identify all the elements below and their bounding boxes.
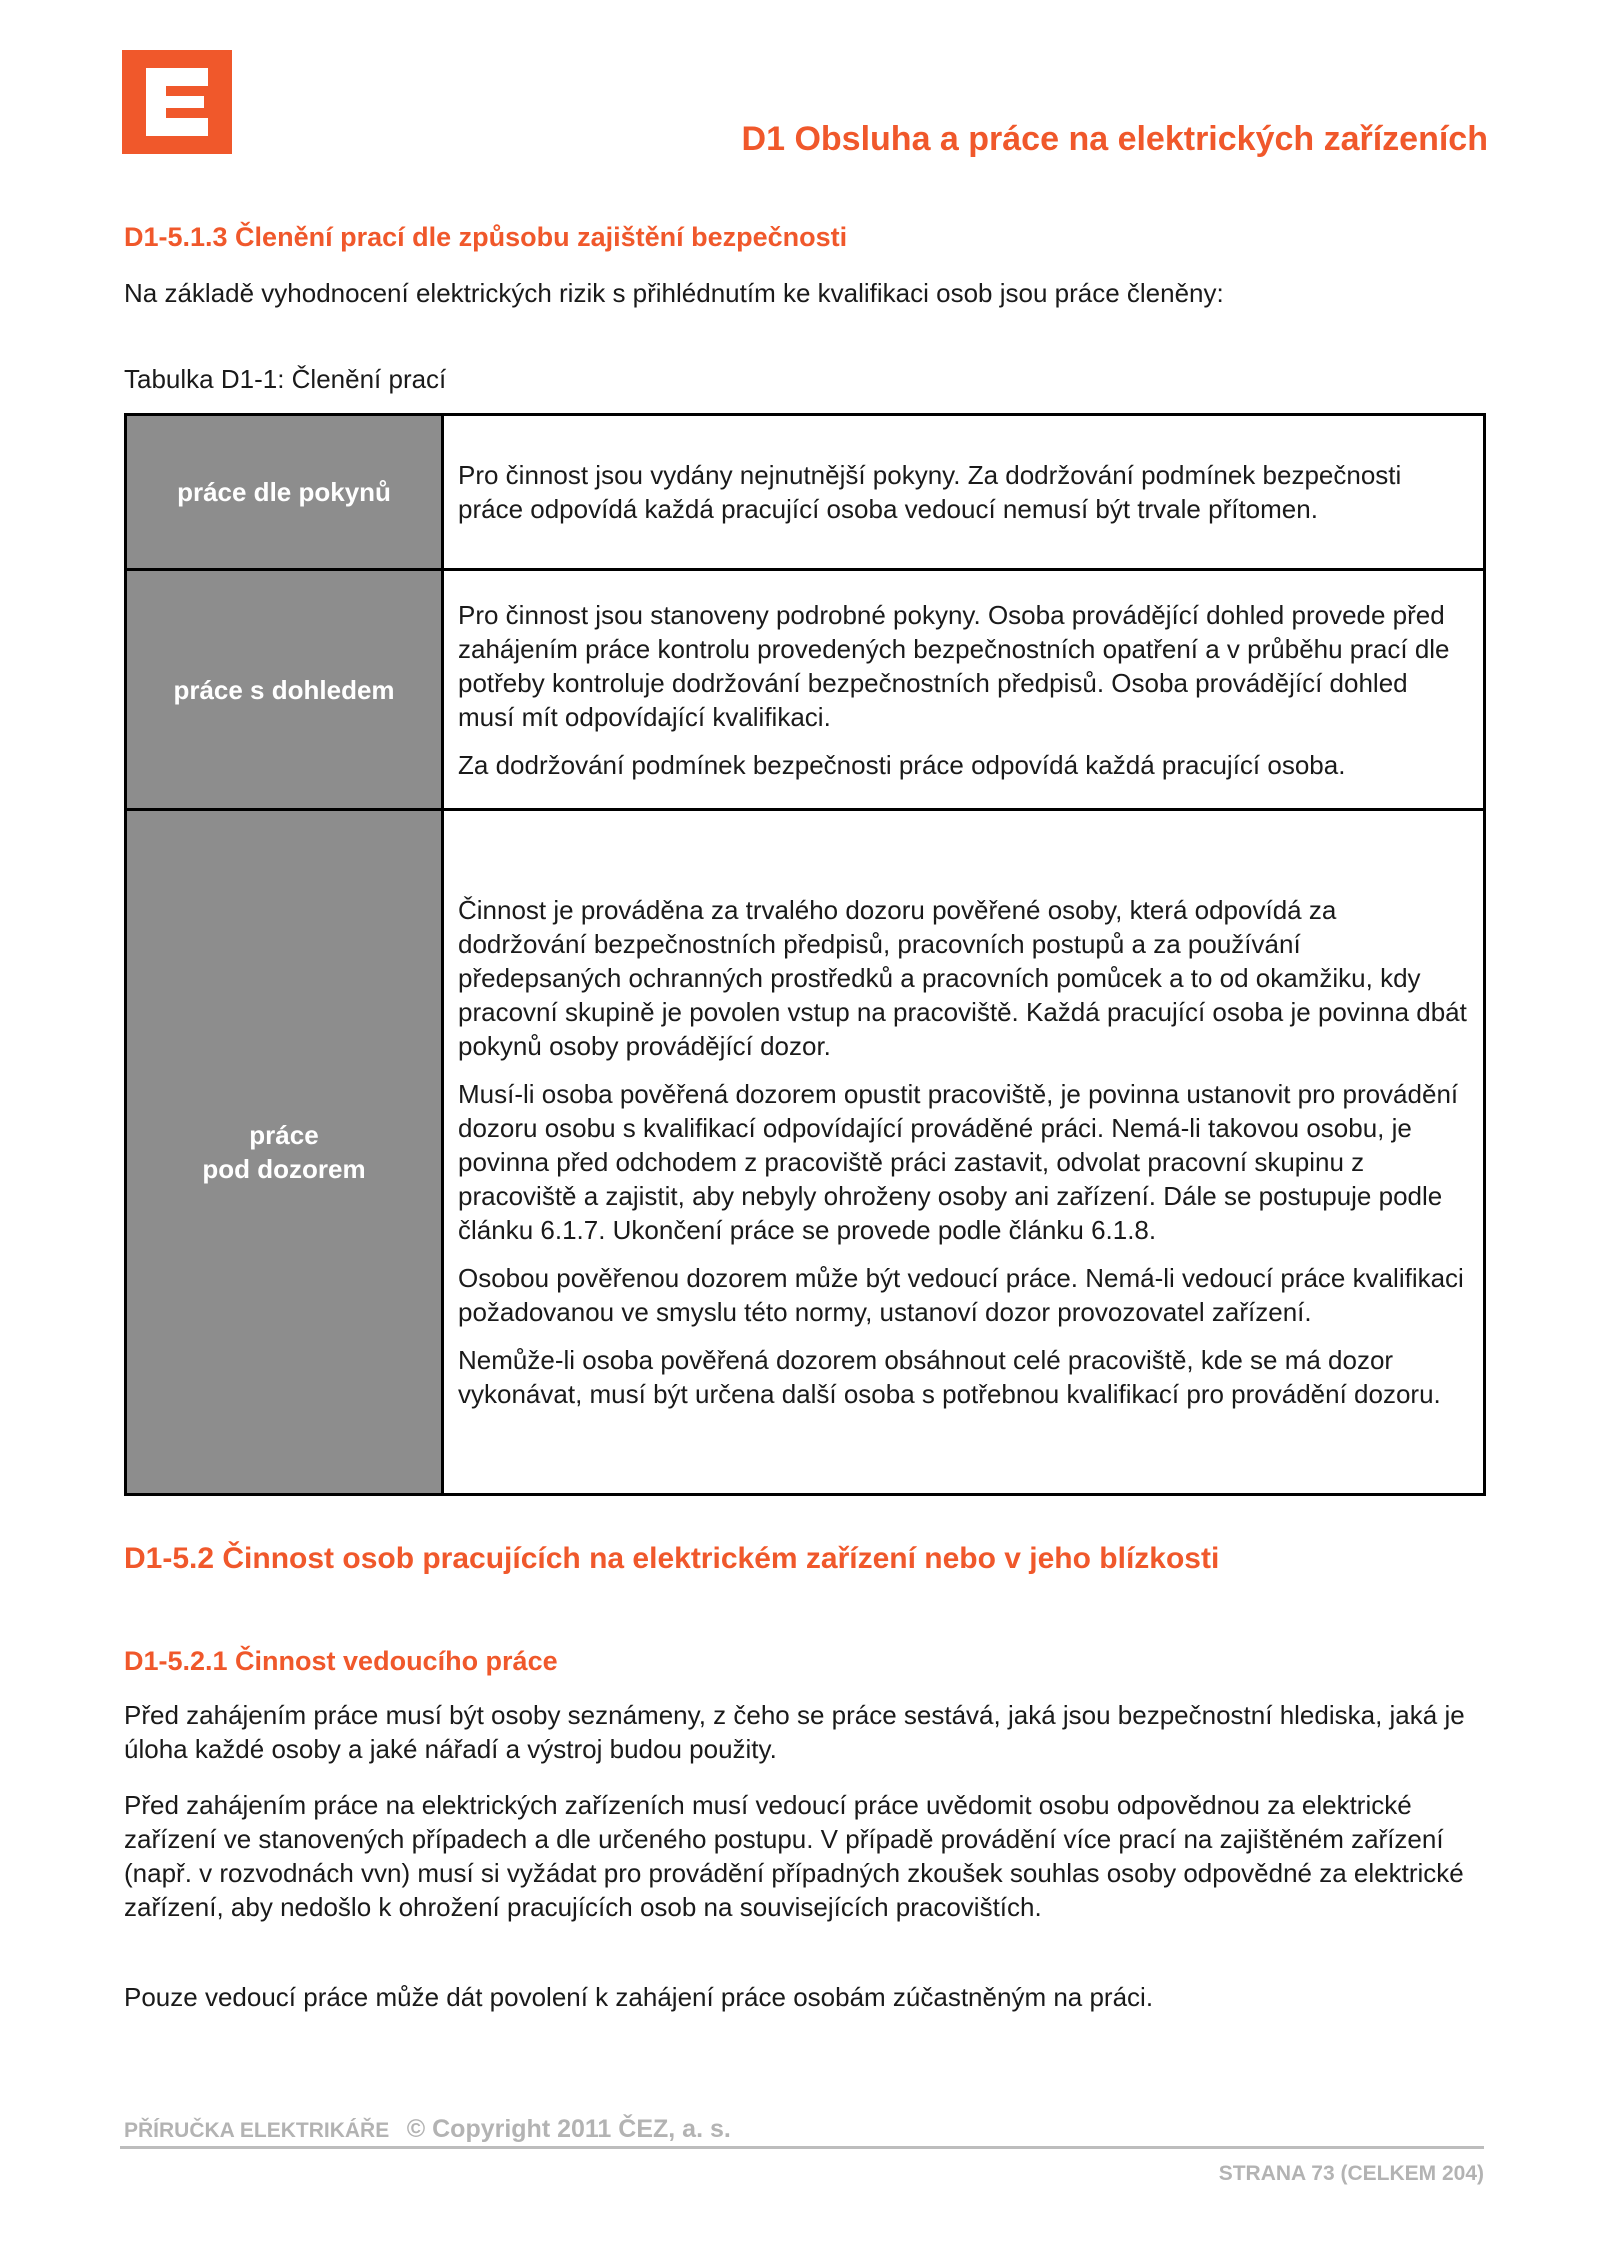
row-paragraph: Pro činnost jsou stanoveny podrobné pokyny. Osoba provádějící dohled provede před zahájením práce kontrolu provedených bezpečnostních opatření a v průběhu prací dle potřeby kontroluje dodržování bezpečnostních předpisů. Osoba provádějící dohled musí mít odpovídající kvalifikaci. — [458, 599, 1450, 732]
row-paragraph: Činnost je prováděna za trvalého dozoru pověřené osoby, která odpovídá za dodržování bezpečnostních předpisů, pracovních postupů a za používání předepsaných ochranných prostředků a pracovních pomůcek a to od okamžiku, kdy pracovní skupině je povolen vstup na pracoviště. Každá pracující osoba je povinna dbát pokynů osoby provádějící dozor. — [458, 895, 1467, 1061]
body-paragraph: Před zahájením práce musí být osoby seznámeny, z čeho se práce sestává, jaká jsou bezpečnostní hlediska, jaká je úloha každé osoby a jaké nářadí a výstroj budou použity. — [124, 1700, 1465, 1764]
page-header-title: D1 Obsluha a práce na elektrických zařízeních — [741, 120, 1488, 158]
row-label-cell — [126, 570, 443, 810]
row-label-cell — [126, 810, 443, 1495]
row-label: práce s dohledem — [173, 674, 395, 705]
table-row — [126, 810, 1485, 1495]
table-caption: Tabulka D1-1: Členění prací — [124, 364, 447, 394]
row-label: práce dle pokynů — [177, 477, 391, 507]
row-paragraph: Pro činnost jsou vydány nejnutnější pokyny. Za dodržování podmínek bezpečnosti práce odpovídá každá pracující osoba vedoucí nemusí být trvale přítomen. — [458, 460, 1402, 524]
footer-page-number: STRANA 73 (CELKEM 204) — [1218, 2162, 1484, 2185]
row-text-cell — [443, 415, 1485, 570]
table-row — [126, 570, 1485, 810]
work-classification-table — [124, 413, 1486, 1496]
body-paragraph: Před zahájením práce na elektrických zařízeních musí vedoucí práce uvědomit osobu odpovědnou za elektrické zařízení ve stanovených případech a dle určeného postupu. V případě provádění více prací na zajištěném zařízení (např. v rozvodnách vvn) musí si vyžádat pro provádění případných zkoušek souhlas osoby odpovědné za elektrické zařízení, aby nedošlo k ohrožení pracujících osob na souvisejících pracovištích. — [124, 1790, 1464, 1922]
row-paragraph: Za dodržování podmínek bezpečnosti práce odpovídá každá pracující osoba. — [458, 749, 1346, 780]
section-heading-5-2: D1-5.2 Činnost osob pracujících na elektrickém zařízení nebo v jeho blízkosti — [124, 1542, 1220, 1575]
section-intro: Na základě vyhodnocení elektrických rizik s přihlédnutím ke kvalifikaci osob jsou práce členěny: — [124, 278, 1224, 308]
row-paragraph: Osobou pověřenou dozorem může být vedoucí práce. Nemá-li vedoucí práce kvalifikaci požadovanou ve smyslu této normy, ustanoví dozor provozovatel zařízení. — [458, 1263, 1464, 1327]
row-label-line: práce — [249, 1120, 319, 1150]
row-label-line: pod dozorem — [202, 1154, 366, 1184]
footer-copyright: © Copyright 2011 ČEZ, a. s. — [406, 2115, 731, 2143]
section-heading-5-2-1: D1-5.2.1 Činnost vedoucího práce — [124, 1646, 558, 1676]
row-text-cell — [443, 810, 1485, 1495]
row-paragraph: Musí-li osoba pověřená dozorem opustit pracoviště, je povinna ustanovit pro provádění dozoru osobu s kvalifikací odpovídající prováděné práci. Nemá-li takovou osobu, je povinna před odchodem z pracoviště práci zastavit, odvolat pracovní skupinu z pracoviště a zajistit, aby nebyly ohroženy osoby ani zařízení. Dále se postupuje podle článku 6.1.7. Ukončení práce se provede podle článku 6.1.8. — [458, 1079, 1459, 1245]
table-row — [126, 415, 1485, 570]
body-paragraph: Pouze vedoucí práce může dát povolení k zahájení práce osobám zúčastněným na práci. — [124, 1982, 1154, 2012]
row-text-cell — [443, 570, 1485, 810]
cez-logo-icon — [122, 50, 232, 154]
row-label-cell — [126, 415, 443, 570]
row-paragraph: Nemůže-li osoba pověřená dozorem obsáhnout celé pracoviště, kde se má dozor vykonávat, musí být určena další osoba s potřebnou kvalifikací pro provádění dozoru. — [458, 1345, 1441, 1409]
footer-left — [124, 2115, 731, 2144]
section-heading-5-1-3: D1-5.1.3 Členění prací dle způsobu zajištění bezpečnosti — [124, 222, 848, 252]
footer-title: PŘÍRUČKA ELEKTRIKÁŘE — [124, 2119, 390, 2142]
footer-divider — [120, 2146, 1484, 2149]
